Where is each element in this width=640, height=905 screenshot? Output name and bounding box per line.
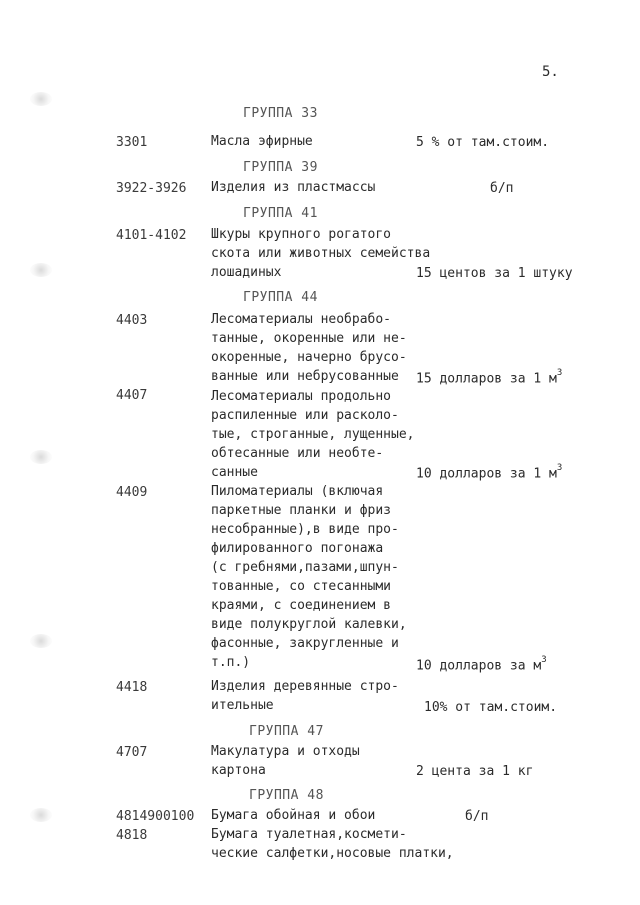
- description-line: лошадиных: [211, 265, 282, 280]
- item-description: [211, 482, 407, 672]
- description-line: Лесоматериалы продольно: [211, 389, 392, 404]
- item-description: [211, 178, 375, 197]
- duty-text: 15 долларов за 1 м: [416, 371, 557, 387]
- tariff-code: 3301: [116, 135, 148, 150]
- description-line: скота или животных семейства: [211, 246, 431, 261]
- description-line: краями, с соединением в: [211, 598, 392, 613]
- description-line: ительные: [211, 698, 274, 713]
- description-line: несобранные),в виде про-: [211, 522, 399, 537]
- description-line: филированного погонажа: [211, 541, 384, 556]
- item-description: [211, 225, 430, 282]
- duty-rate: 5 % от там.стоим.: [416, 135, 550, 150]
- description-line: Шкуры крупного рогатого: [211, 227, 392, 242]
- duty-rate: [416, 370, 562, 386]
- group-heading: ГРУППА 48: [249, 788, 324, 803]
- tariff-code: 4403: [116, 313, 148, 328]
- description-line: Изделия из пластмассы: [211, 180, 376, 195]
- description-line: Масла эфирные: [211, 134, 313, 149]
- description-line: Бумага туалетная,космети-: [211, 827, 407, 842]
- item-description: [211, 742, 360, 780]
- description-line: Бумага обойная и обои: [211, 808, 376, 823]
- duty-rate: б/п: [465, 809, 489, 824]
- group-heading: ГРУППА 33: [243, 106, 318, 121]
- punch-hole-mark: [30, 263, 52, 277]
- description-line: обтесанные или необте-: [211, 446, 384, 461]
- description-line: тые, строганные, лущенные,: [211, 427, 415, 442]
- unit-superscript: 3: [541, 655, 547, 665]
- item-description: [211, 310, 407, 386]
- tariff-code: 4707: [116, 745, 148, 760]
- tariff-code: 4409: [116, 485, 148, 500]
- description-line: ческие салфетки,носовые платки,: [211, 846, 454, 861]
- description-line: танные, окоренные или не-: [211, 331, 407, 346]
- punch-hole-mark: [30, 634, 52, 648]
- punch-hole-mark: [30, 92, 52, 106]
- page-number: 5.: [542, 64, 559, 80]
- description-line: т.п.): [211, 655, 251, 670]
- punch-hole-mark: [30, 450, 52, 464]
- duty-rate: б/п: [490, 181, 514, 196]
- item-description: [211, 132, 313, 151]
- unit-superscript: 3: [556, 463, 563, 473]
- description-line: виде полукруглой калевки,: [211, 617, 407, 632]
- description-line: распиленные или расколо-: [211, 408, 399, 423]
- description-line: Пиломатериалы (включая: [211, 484, 384, 499]
- tariff-code: 3922-3926: [116, 181, 187, 196]
- description-line: санные: [211, 465, 258, 480]
- description-line: паркетные планки и фриз: [211, 503, 392, 518]
- duty-rate: [416, 657, 547, 673]
- description-line: (с гребнями,пазами,шпун-: [211, 560, 399, 575]
- description-line: фасонные, закругленные и: [211, 636, 399, 651]
- item-description: [211, 825, 454, 863]
- punch-hole-mark: [30, 808, 52, 822]
- duty-rate: 15 центов за 1 штуку: [416, 266, 573, 281]
- description-line: ванные или небрусованные: [211, 369, 399, 384]
- group-heading: ГРУППА 44: [243, 290, 318, 305]
- description-line: картона: [211, 763, 266, 778]
- duty-rate: [416, 465, 562, 481]
- tariff-code: 4814900100: [116, 809, 195, 824]
- item-description: [211, 387, 415, 482]
- item-description: [211, 806, 375, 825]
- tariff-code: 4418: [116, 680, 148, 695]
- tariff-code: 4101-4102: [116, 228, 187, 243]
- duty-rate: 10% от там.стоим.: [424, 700, 558, 715]
- group-heading: ГРУППА 39: [243, 160, 318, 175]
- description-line: Лесоматериалы необрабо-: [211, 312, 392, 327]
- tariff-code: 4407: [116, 388, 148, 403]
- unit-superscript: 3: [556, 368, 563, 378]
- item-description: [211, 677, 399, 715]
- description-line: Изделия деревянные стро-: [211, 679, 399, 694]
- duty-rate: 2 цента за 1 кг: [416, 764, 534, 779]
- description-line: окоренные, начерно брусо-: [211, 350, 407, 365]
- duty-text: 10 долларов за м: [416, 658, 542, 674]
- duty-text: 10 долларов за 1 м: [416, 466, 557, 482]
- description-line: Макулатура и отходы: [211, 744, 360, 759]
- group-heading: ГРУППА 47: [249, 724, 324, 739]
- tariff-code: 4818: [116, 828, 148, 843]
- group-heading: ГРУППА 41: [243, 206, 318, 221]
- description-line: тованные, со стесанными: [211, 579, 392, 594]
